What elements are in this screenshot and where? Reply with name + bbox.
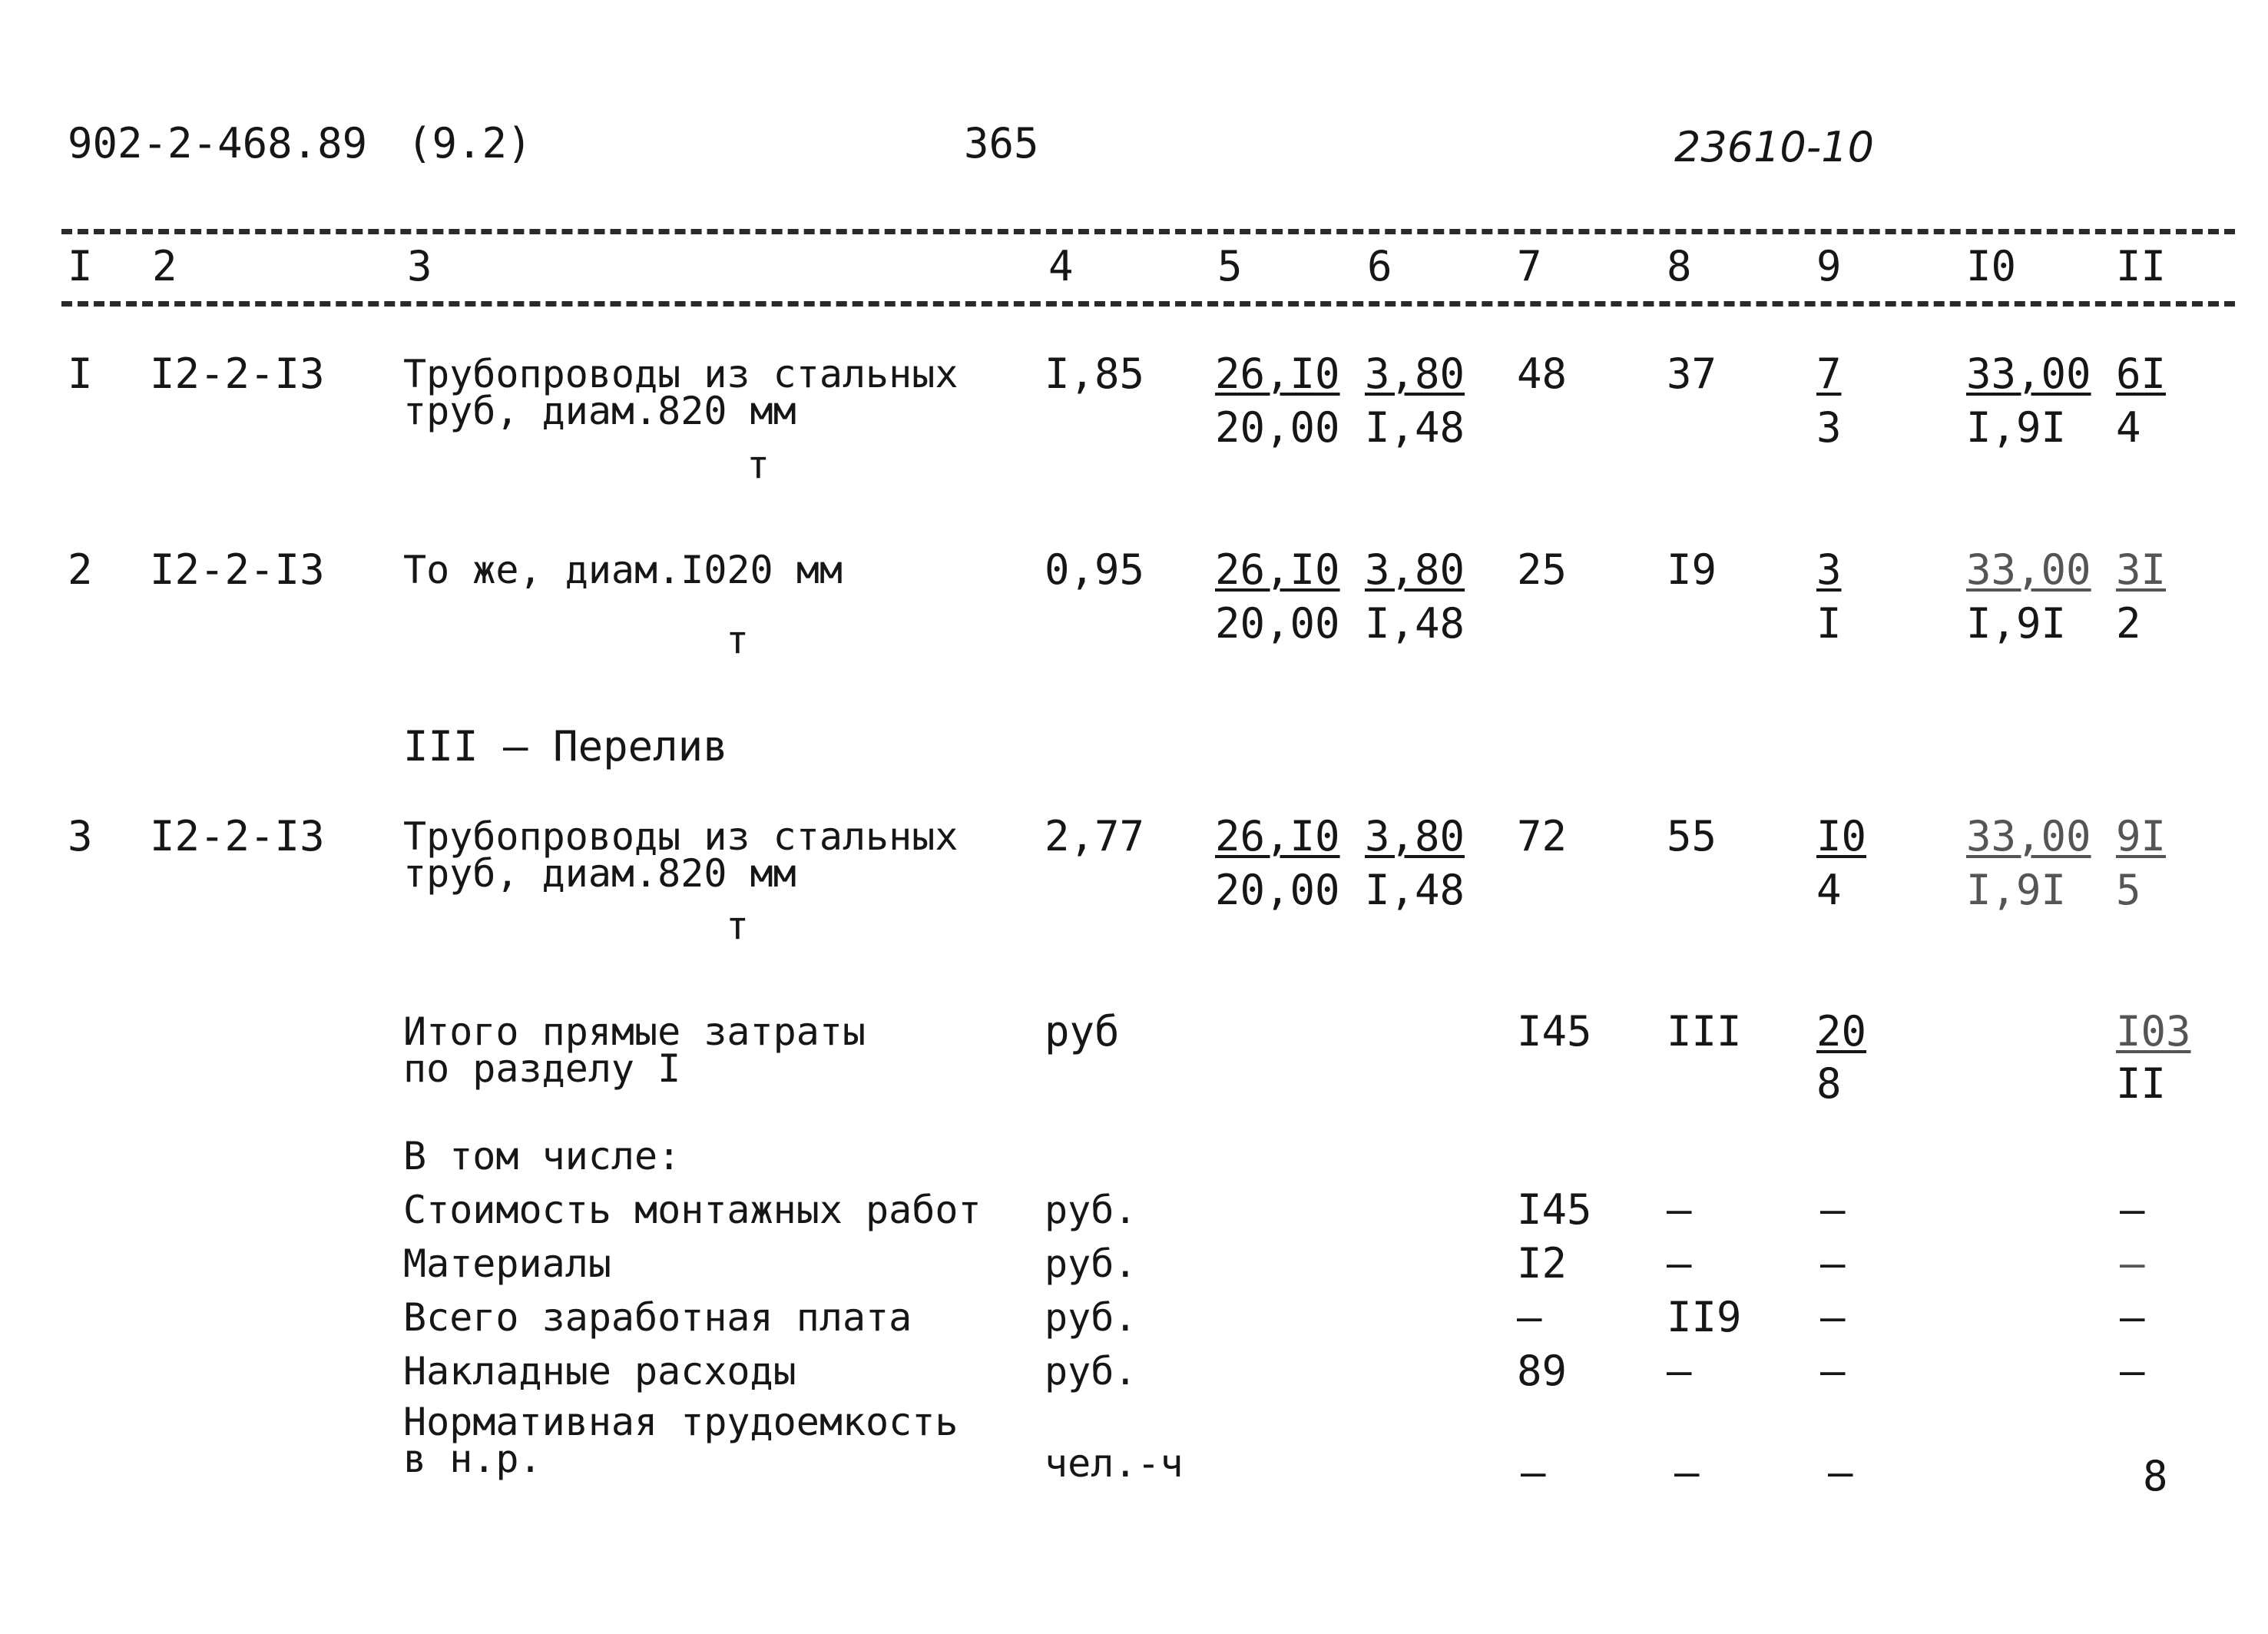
labor-unit: чел.-ч <box>1045 1441 1184 1486</box>
column-number: I0 <box>1966 242 2017 290</box>
total-cost: 72 <box>1517 812 1568 860</box>
document-code: 902-2-468.89 <box>68 119 368 167</box>
breakdown-labor: – <box>2120 1239 2145 1288</box>
unit-wage-bottom: I,48 <box>1365 599 1465 648</box>
row-description: труб, диам.820 мм <box>403 851 796 896</box>
breakdown-cost: – <box>1517 1293 1542 1341</box>
totals-cost: I45 <box>1517 1007 1592 1056</box>
header-rule-bottom <box>61 301 2235 307</box>
column-number: 9 <box>1816 242 1842 290</box>
row-number: 2 <box>68 545 93 594</box>
column-number: 8 <box>1667 242 1692 290</box>
breakdown-wage: – <box>1667 1347 1692 1395</box>
machine-cost-top: I0 <box>1816 812 1867 860</box>
row-unit: т <box>726 618 750 662</box>
labor-total-top: 9I <box>2116 812 2167 860</box>
machine-cost-top: 3 <box>1816 545 1842 594</box>
breakdown-labor: – <box>2120 1185 2145 1234</box>
subsection-title: III – Перелив <box>403 722 728 771</box>
breakdown-label: Всего заработная плата <box>403 1295 912 1340</box>
breakdown-unit: руб. <box>1045 1188 1137 1232</box>
column-number: II <box>2116 242 2167 290</box>
column-number: 2 <box>152 242 177 290</box>
page-number: 365 <box>964 119 1039 167</box>
breakdown-wage: – <box>1667 1185 1692 1234</box>
labor-unit-bottom: I,9I <box>1966 403 2067 452</box>
breakdown-cost: I2 <box>1517 1239 1568 1288</box>
including-label: В том числе: <box>403 1134 681 1178</box>
breakdown-label: Стоимость монтажных работ <box>403 1188 982 1232</box>
totals-labor-bottom: II <box>2116 1059 2167 1108</box>
row-description: труб, диам.820 мм <box>403 389 796 433</box>
labor-unit-top: 33,00 <box>1966 545 2091 594</box>
labor-unit-top: 33,00 <box>1966 812 2091 860</box>
row-description: Трубопроводы из стальных <box>403 352 959 396</box>
column-number: 6 <box>1367 242 1392 290</box>
row-description: То же, диам.I020 мм <box>403 548 843 592</box>
breakdown-machine: – <box>1820 1185 1846 1234</box>
labor-unit-bottom: I,9I <box>1966 866 2067 914</box>
unit-wage-bottom: I,48 <box>1365 866 1465 914</box>
breakdown-wage: II9 <box>1667 1293 1742 1341</box>
breakdown-labor: – <box>2120 1347 2145 1395</box>
breakdown-cost: 89 <box>1517 1347 1568 1395</box>
norm-code: I2-2-I3 <box>150 350 325 398</box>
row-description: Трубопроводы из стальных <box>403 814 959 859</box>
breakdown-unit: руб. <box>1045 1349 1137 1394</box>
unit-cost-top: 26,I0 <box>1215 812 1340 860</box>
unit-wage-top: 3,80 <box>1365 350 1465 398</box>
labor-total-top: 3I <box>2116 545 2167 594</box>
breakdown-machine: – <box>1820 1347 1846 1395</box>
breakdown-cost: I45 <box>1517 1185 1592 1234</box>
unit-cost-top: 26,I0 <box>1215 545 1340 594</box>
labor-unit-top: 33,00 <box>1966 350 2091 398</box>
breakdown-unit: руб. <box>1045 1295 1137 1340</box>
totals-unit: руб <box>1045 1007 1120 1056</box>
machine-cost-bottom: 3 <box>1816 403 1842 452</box>
labor-label: в н.р. <box>403 1437 542 1481</box>
totals-machine-bottom: 8 <box>1816 1059 1842 1108</box>
breakdown-label: Накладные расходы <box>403 1349 796 1394</box>
totals-machine-top: 20 <box>1816 1007 1867 1056</box>
unit-wage-top: 3,80 <box>1365 545 1465 594</box>
norm-code: I2-2-I3 <box>150 545 325 594</box>
unit-cost-bottom: 20,00 <box>1215 599 1340 648</box>
labor-machine: – <box>1828 1448 1853 1496</box>
row-quantity: 2,77 <box>1045 812 1145 860</box>
totals-label: по разделу I <box>403 1046 681 1091</box>
row-unit: т <box>747 442 770 487</box>
total-wage: 55 <box>1667 812 1717 860</box>
total-wage: 37 <box>1667 350 1717 398</box>
labor-total-top: 6I <box>2116 350 2167 398</box>
totals-label: Итого прямые затраты <box>403 1009 866 1054</box>
breakdown-unit: руб. <box>1045 1241 1137 1286</box>
labor-cost: – <box>1521 1448 1546 1496</box>
section-number: (9.2) <box>407 119 532 167</box>
total-wage: I9 <box>1667 545 1717 594</box>
breakdown-label: Материалы <box>403 1241 611 1286</box>
labor-label: Нормативная трудоемкость <box>403 1400 959 1444</box>
column-number: 4 <box>1048 242 1074 290</box>
row-number: 3 <box>68 812 93 860</box>
column-number: I <box>68 242 93 290</box>
row-quantity: 0,95 <box>1045 545 1145 594</box>
row-unit: т <box>726 903 750 948</box>
row-number: I <box>68 350 93 398</box>
column-number: 3 <box>407 242 432 290</box>
labor-unit-bottom: I,9I <box>1966 599 2067 648</box>
column-number: 5 <box>1217 242 1243 290</box>
breakdown-wage: – <box>1667 1239 1692 1288</box>
header-rule-top <box>61 229 2235 234</box>
breakdown-machine: – <box>1820 1239 1846 1288</box>
breakdown-labor: – <box>2120 1293 2145 1341</box>
unit-wage-top: 3,80 <box>1365 812 1465 860</box>
unit-cost-bottom: 20,00 <box>1215 403 1340 452</box>
unit-cost-top: 26,I0 <box>1215 350 1340 398</box>
totals-labor-top: I03 <box>2116 1007 2191 1056</box>
machine-cost-bottom: I <box>1816 599 1842 648</box>
unit-wage-bottom: I,48 <box>1365 403 1465 452</box>
total-cost: 48 <box>1517 350 1568 398</box>
labor-total-bottom: 2 <box>2116 599 2141 648</box>
totals-wage: III <box>1667 1007 1742 1056</box>
labor-total: 8 <box>2143 1452 2168 1500</box>
labor-wage: – <box>1674 1448 1700 1496</box>
machine-cost-bottom: 4 <box>1816 866 1842 914</box>
breakdown-machine: – <box>1820 1293 1846 1341</box>
column-number: 7 <box>1517 242 1542 290</box>
labor-total-bottom: 4 <box>2116 403 2141 452</box>
unit-cost-bottom: 20,00 <box>1215 866 1340 914</box>
norm-code: I2-2-I3 <box>150 812 325 860</box>
machine-cost-top: 7 <box>1816 350 1842 398</box>
total-cost: 25 <box>1517 545 1568 594</box>
labor-total-bottom: 5 <box>2116 866 2141 914</box>
row-quantity: I,85 <box>1045 350 1145 398</box>
handwritten-code: 23610-10 <box>1674 123 1874 171</box>
